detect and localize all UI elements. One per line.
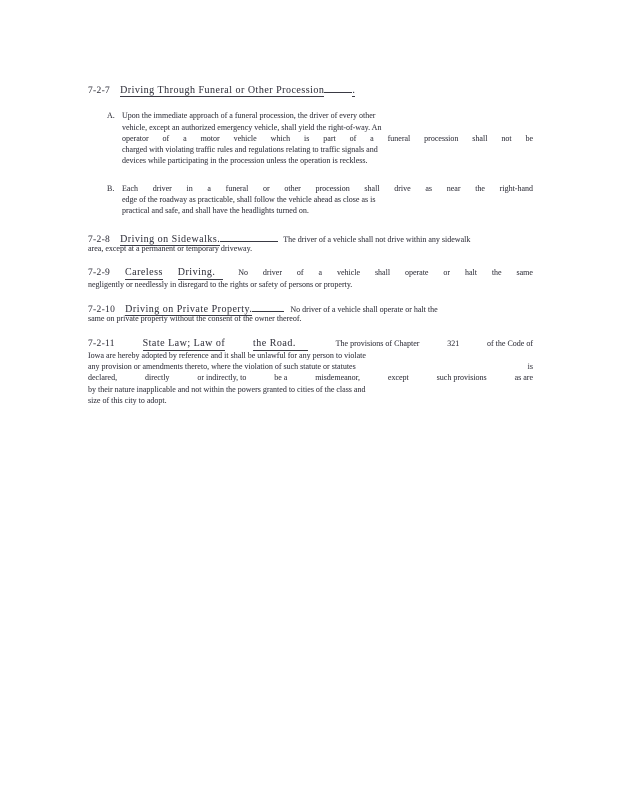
spacer: [110, 241, 120, 242]
item-label: A.: [107, 111, 115, 121]
spacer: [115, 311, 125, 312]
section-7-2-11: [88, 338, 533, 406]
section-heading-text: Careless: [124, 267, 163, 279]
text-segment: is: [527, 362, 533, 372]
section-number: 7-2-7: [88, 86, 111, 96]
item-label: B.: [107, 183, 115, 193]
text-segment: No driver of a vehicle shall operate or halt the: [290, 304, 438, 314]
text-segment: No: [238, 268, 249, 278]
text-segment: of: [296, 268, 304, 278]
section-heading-text: the Road.: [253, 338, 308, 350]
text-segment: halt: [464, 268, 477, 278]
text-line: Iowa are hereby adopted by reference and it shall be unlawful for any person to violate: [88, 350, 366, 360]
underline-blank: [252, 302, 284, 312]
section-number: 7-2-11: [88, 339, 115, 350]
text-line: [88, 338, 533, 349]
text-segment: of the Code of: [487, 339, 533, 349]
text-line: Each driver in a funeral or other procession shall drive as near the right-hand: [122, 183, 533, 193]
text-segment: same: [516, 268, 533, 278]
section-number: 7-2-8: [88, 234, 111, 245]
text-line: [88, 267, 533, 278]
text-segment: a: [318, 268, 323, 278]
section-heading-text: Driving.: [178, 267, 224, 279]
text-segment: as are: [514, 373, 533, 383]
text-line: Upon the immediate approach of a funeral procession, the driver of every other: [122, 111, 376, 121]
section-7-2-9: [88, 267, 533, 290]
text-line: vehicle, except an authorized emergency vehicle, shall yield the right-of-way. An: [122, 122, 382, 132]
text-segment: The driver of a vehicle shall not drive within any sidewalk: [283, 234, 471, 244]
text-segment: directly: [144, 373, 170, 383]
text-line: [88, 372, 533, 383]
text-segment: declared,: [88, 373, 118, 383]
text-line: charged with violating traffic rules and regulations relating to traffic signals and: [122, 145, 378, 155]
item-A: [88, 110, 533, 166]
text-segment: any provision or amendments thereto, where the violation of such statute or statutes: [88, 362, 356, 372]
text-segment: operate: [404, 268, 429, 278]
text-line: operator of a motor vehicle which is part of a funeral procession shall not be: [122, 133, 533, 143]
document-content: [88, 83, 533, 406]
text-segment: such provisions: [436, 373, 487, 383]
text-line: practical and safe, and shall have the headlights turned on.: [122, 206, 309, 216]
text-segment: The provisions of Chapter: [335, 339, 420, 349]
text-line: size of this city to adopt.: [88, 395, 167, 405]
text-segment: misdemeanor,: [315, 373, 361, 383]
section-7-2-8: [88, 232, 533, 255]
text-segment: vehicle: [336, 268, 361, 278]
section-7-2-10: [88, 302, 533, 325]
section-number: 7-2-9: [88, 268, 111, 279]
section-heading-text: Driving Through Funeral or Other Procession: [120, 85, 325, 96]
text-line: negligently or needlessly in disregard to the rights or safety of persons or property.: [88, 279, 353, 289]
item-text: [122, 183, 533, 217]
text-line: [88, 83, 533, 94]
text-segment: except: [387, 373, 409, 383]
item-B: [88, 183, 533, 217]
underline-blank: [220, 232, 278, 242]
text-segment: the: [491, 268, 502, 278]
text-segment: shall: [374, 268, 391, 278]
text-line: [88, 302, 533, 313]
text-line: by their nature inapplicable and not within the powers granted to cities of the class and: [88, 384, 366, 394]
text-line: same on private property without the consent of the owner thereof.: [88, 314, 302, 324]
item-text: [122, 110, 533, 166]
text-line: [88, 232, 533, 243]
section-heading-text: .: [352, 85, 356, 96]
text-segment: driver: [262, 268, 283, 278]
spacer: [110, 92, 120, 93]
text-segment: or indirectly, to: [197, 373, 247, 383]
text-line: area, except at a permanent or temporary driveway.: [88, 243, 253, 253]
section-7-2-7-heading: [88, 83, 533, 94]
text-segment: 321: [447, 339, 460, 349]
text-line: devices while participating in the procession unless the operation is reckless.: [122, 156, 368, 166]
section-number: 7-2-10: [88, 304, 116, 315]
text-line: edge of the roadway as practicable, shall follow the vehicle ahead as close as is: [122, 195, 376, 205]
text-segment: or: [443, 268, 451, 278]
section-heading-text: Driving on Sidewalks.: [120, 233, 221, 245]
text-line: [88, 361, 533, 372]
underline-blank: [324, 83, 352, 93]
section-heading-text: Driving on Private Property.: [125, 303, 253, 315]
text-segment: be a: [274, 373, 288, 383]
section-heading-text: State Law; Law of: [142, 338, 226, 350]
